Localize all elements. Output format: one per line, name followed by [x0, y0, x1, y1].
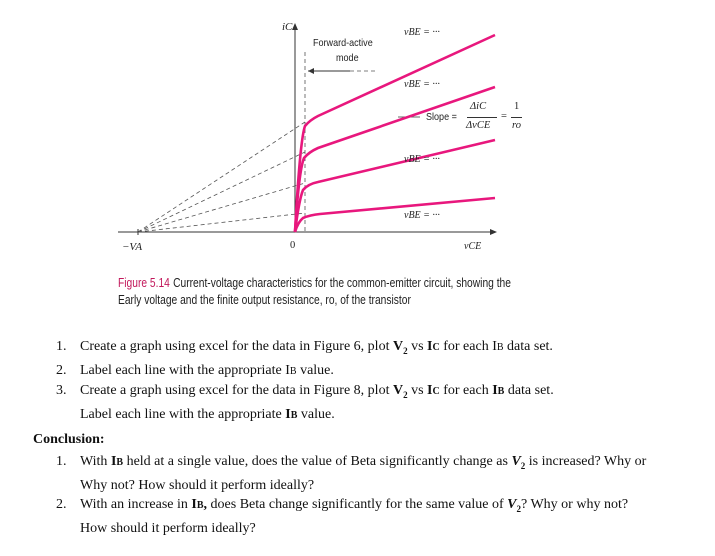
conclusion-list [56, 452, 656, 538]
conclusion-1-text: With IB held at a single value, does the value of Beta significantly change as $V_2$ is increased? Why or Why not? How should it perform ideally? [80, 454, 647, 493]
slope-rhs-bar [511, 117, 522, 118]
instruction-item: 3. Create a graph using excel for the data in Figure 8, plot $V_2$ vs IC for each IB data set. Label each line with the appropriate IB value. [56, 382, 554, 422]
slope-den: ΔvCE [466, 120, 491, 131]
figure-number: Figure 5.14 [118, 276, 170, 290]
slope-num: ΔiC [470, 101, 487, 112]
early-voltage-extrapolations [138, 122, 305, 232]
vbe-label-1: vBE = ··· [404, 210, 440, 221]
instruction-list [56, 337, 656, 425]
y-axis-label: iC [282, 21, 293, 33]
curve-1 [295, 198, 495, 232]
caption-line-1: Current-voltage characteristics for the common-emitter circuit, showing the [173, 276, 511, 290]
slope-equals: = [501, 111, 507, 122]
origin-label: 0 [290, 240, 296, 251]
figure-early-voltage [0, 0, 715, 253]
region-label-line2: mode [336, 52, 359, 64]
instruction-3-text: Create a graph using excel for the data in Figure 8, plot $V_2$ vs IC for each IB data set. Label each line with the appropriate IB value. [80, 382, 554, 422]
caption-line-2: Early voltage and the finite output resistance, ro, of the transistor [118, 293, 411, 307]
slope-fraction-bar [467, 117, 497, 118]
curve-2 [295, 140, 495, 232]
slope-rhs-den: ro [512, 120, 521, 131]
conclusion-item: 2. With an increase in IB, does Beta change significantly for the same value of $V_2$? Why or why not? How should it perform ideally? [56, 496, 629, 536]
region-label-line1: Forward-active [313, 37, 373, 49]
slope-label: Slope = [426, 111, 457, 123]
vbe-label-3: vBE = ··· [404, 79, 440, 90]
instruction-item: 2. Label each line with the appropriate IB value. [56, 362, 334, 378]
vbe-label-2: vBE = ··· [404, 154, 440, 165]
conclusion-item: 1. With IB held at a single value, does the value of Beta significantly change as $V_2$ is increased? Why or Why not? How should it perform ideally? [56, 454, 647, 493]
vbe-label-4: vBE = ··· [404, 27, 440, 38]
x-axis-label: vCE [464, 241, 482, 252]
early-voltage-label: −VA [122, 241, 143, 253]
slope-rhs-num: 1 [514, 101, 520, 112]
characteristic-curves [295, 35, 495, 232]
figure-caption [118, 275, 511, 309]
instruction-item: 1. Create a graph using excel for the data in Figure 6, plot $V_2$ vs IC for each IB data set. [56, 339, 553, 356]
curve-4 [295, 35, 495, 232]
curve-3 [295, 87, 495, 232]
conclusion-heading: Conclusion: [33, 432, 105, 447]
conclusion-2-text: With an increase in IB, does Beta change significantly for the same value of $V_2$? Why or why not? How should it perform ideally? [80, 496, 629, 536]
instruction-1-text: Create a graph using excel for the data in Figure 6, plot $V_2$ vs IC for each IB data set. [80, 339, 553, 356]
instruction-2-text: Label each line with the appropriate IB value. [80, 362, 334, 378]
